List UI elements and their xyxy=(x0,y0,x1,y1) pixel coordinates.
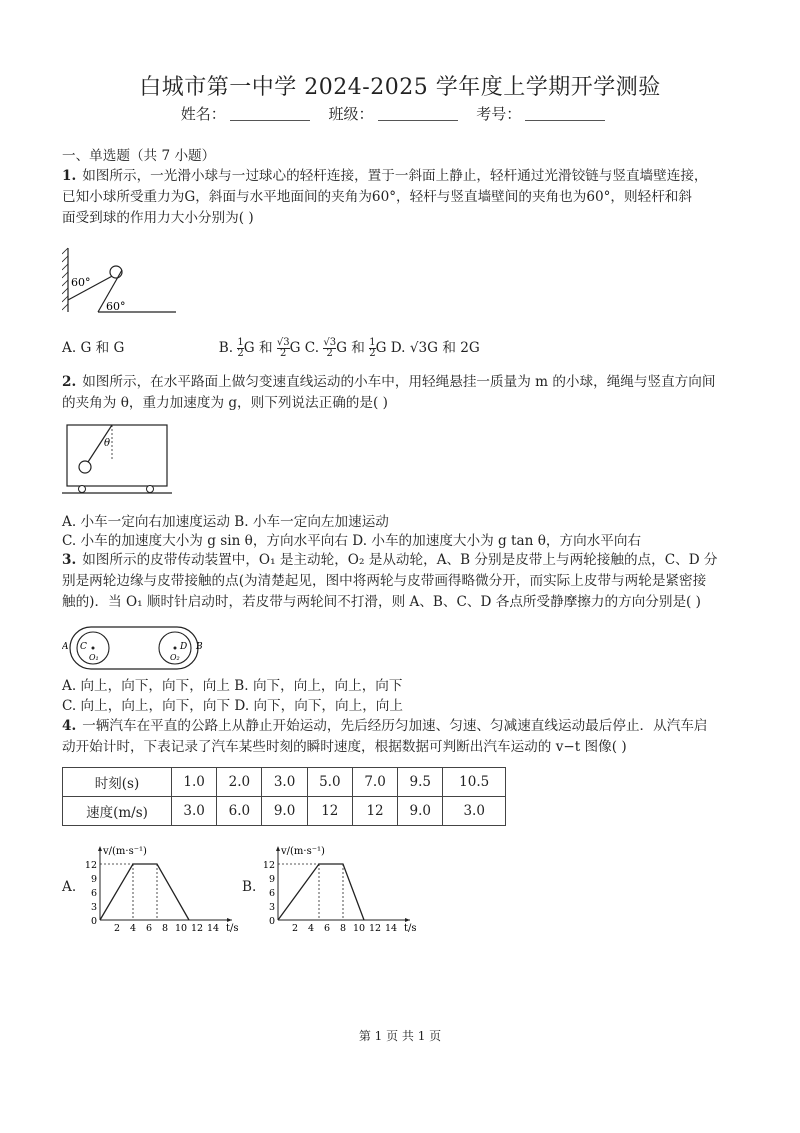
center-o1 xyxy=(92,647,95,650)
q3-text-3: 触的)．当 O₁ 顺时针启动时，若皮带与两轮间不打滑，则 A、B、C、D 各点所受静摩擦力的方向分别是( ) xyxy=(62,594,701,610)
y-tick: 3 xyxy=(268,902,275,913)
x-arrow-icon xyxy=(227,918,232,922)
c-end: G 和 xyxy=(336,340,365,356)
frac-sqrt3-half xyxy=(323,338,336,359)
y-axis-label: v/(m·s⁻¹) xyxy=(281,846,325,857)
q3-options-1[interactable]: A. 向上，向下，向下，向上 B. 向下，向上，向上，向下 xyxy=(62,678,403,694)
c-mid: G C. xyxy=(289,340,320,356)
name-label: 姓名： xyxy=(180,105,226,123)
q1-angle-label-1: 60° xyxy=(71,276,91,289)
frac-num: √3 xyxy=(276,337,290,348)
x-tick: 14 xyxy=(206,923,220,934)
x-tick: 14 xyxy=(384,923,398,934)
y-ticks xyxy=(85,860,97,927)
student-info-line xyxy=(0,103,800,124)
q1-options xyxy=(62,338,480,359)
graph-a-option-label[interactable]: A. xyxy=(62,879,77,895)
label-a: A xyxy=(62,642,69,652)
q2-figure xyxy=(62,422,172,498)
x-tick: 4 xyxy=(129,923,137,934)
q4-line: 一辆汽车在平直的公路上从静止开始运动，先后经历匀加速、匀速、匀减速直线运动最后停止．从汽车启 xyxy=(82,718,708,734)
table-cell: 5.0 xyxy=(307,768,352,797)
y-axis-label: v/(m·s⁻¹) xyxy=(103,846,147,857)
q1-option-b[interactable] xyxy=(218,337,324,359)
x-arrow-icon xyxy=(405,918,410,922)
q1-text-3: 面受到球的作用力大小分别为( ) xyxy=(62,210,254,226)
x-tick: 8 xyxy=(161,923,169,934)
class-label: 班级： xyxy=(328,105,374,123)
y-tick: 9 xyxy=(268,874,275,885)
x-tick: 4 xyxy=(307,923,315,934)
q2-options-1[interactable]: A. 小车一定向右加速度运动 B. 小车一定向左加速运动 xyxy=(62,514,389,530)
q3-figure xyxy=(62,624,212,672)
label-o2: O₂ xyxy=(170,653,180,662)
table-cell: 10.5 xyxy=(443,768,506,797)
class-field[interactable] xyxy=(378,106,458,121)
q4-text-2: 动开始计时，下表记录了汽车某些时刻的瞬时速度，根据数据可判断出汽车运动的 v−t 图像( ) xyxy=(62,739,627,755)
q1-line: 如图所示，一光滑小球与一过球心的轻杆连接，置于一斜面上静止，轻杆通过光滑铰链与竖直墙壁连接， xyxy=(82,168,708,184)
x-tick: 6 xyxy=(145,923,153,934)
wheel-right xyxy=(147,486,154,493)
table-cell: 9.0 xyxy=(262,797,307,826)
q4-number: 4. xyxy=(62,718,77,734)
table-cell: 3.0 xyxy=(172,797,217,826)
x-tick: 2 xyxy=(113,923,121,934)
y-tick: 0 xyxy=(90,916,97,927)
y-tick: 6 xyxy=(268,888,275,899)
frac-num: 1 xyxy=(369,337,376,348)
q2-text-2: 的夹角为 θ，重力加速度为 g，则下列说法正确的是( ) xyxy=(62,395,388,411)
table-header-cell: 时刻(s) xyxy=(63,768,172,797)
vt-curve-a xyxy=(100,864,189,920)
table-row xyxy=(63,797,506,826)
x-tick: 10 xyxy=(174,923,188,934)
q1-text-2: 已知小球所受重力为G，斜面与水平地面间的夹角为60°，轻杆与竖直墙壁间的夹角也为60°，则轻杆和斜 xyxy=(62,189,692,205)
x-ticks xyxy=(114,923,219,934)
q3-text-1 xyxy=(62,550,718,571)
table-header-cell: 速度(m/s) xyxy=(63,797,172,826)
table-cell: 12 xyxy=(307,797,352,826)
q1-option-a[interactable]: A. G 和 G xyxy=(62,340,125,356)
table-cell: 2.0 xyxy=(217,768,262,797)
center-o2 xyxy=(174,647,177,650)
y-tick: 12 xyxy=(262,860,275,871)
x-tick: 12 xyxy=(368,923,382,934)
q2-line: 如图所示，在水平路面上做匀变速直线运动的小车中，用轻绳悬挂一质量为 m 的小球，绳绳与竖直方向间 xyxy=(82,374,716,390)
table-cell: 3.0 xyxy=(443,797,506,826)
frac-den: 2 xyxy=(277,348,290,359)
x-tick: 2 xyxy=(291,923,299,934)
table-cell: 3.0 xyxy=(262,768,307,797)
section-heading: 一、单选题（共 7 小题） xyxy=(62,148,216,164)
id-label: 考号： xyxy=(476,105,522,123)
x-ticks xyxy=(292,923,397,934)
b-mid: G 和 xyxy=(243,340,273,356)
table-row xyxy=(63,768,506,797)
y-tick: 9 xyxy=(90,874,97,885)
table-cell: 12 xyxy=(352,797,397,826)
frac-den: 2 xyxy=(369,348,376,359)
graph-a xyxy=(82,842,242,934)
cart-body xyxy=(67,425,167,486)
label-d: D xyxy=(180,642,188,652)
x-axis-label: t/s xyxy=(404,923,417,934)
theta-label: θ xyxy=(104,438,111,449)
b-prefix: B. xyxy=(218,340,234,356)
q3-number: 3. xyxy=(62,552,77,568)
d-mid: G D. xyxy=(375,340,406,356)
q1-figure xyxy=(62,244,182,316)
hanging-ball xyxy=(79,461,91,473)
q1-text-1 xyxy=(62,166,708,187)
q3-options-2[interactable]: C. 向上，向上，向下，向下 D. 向下，向下，向上，向上 xyxy=(62,698,403,714)
x-tick: 10 xyxy=(352,923,366,934)
frac-den: 2 xyxy=(237,348,244,359)
table-cell: 7.0 xyxy=(352,768,397,797)
q2-options-2[interactable]: C. 小车的加速度大小为 g sin θ，方向水平向右 D. 小车的加速度大小为 g tan θ，方向水平向右 xyxy=(62,533,642,549)
y-tick: 3 xyxy=(90,902,97,913)
q1-number: 1. xyxy=(62,168,77,184)
id-field[interactable] xyxy=(525,106,605,121)
x-tick: 12 xyxy=(190,923,204,934)
wheel-left xyxy=(79,486,86,493)
q1-angle-label-2: 60° xyxy=(106,300,126,313)
y-arrow-icon xyxy=(276,846,280,851)
q3-line: 如图所示的皮带传动装置中，O₁ 是主动轮，O₂ 是从动轮，A、B 分别是皮带上与两轮接触的点，C、D 分 xyxy=(82,552,718,568)
label-c: C xyxy=(80,642,87,652)
guide-lines xyxy=(278,864,343,920)
x-axis-label: t/s xyxy=(226,923,239,934)
wall-hatch xyxy=(62,248,68,310)
frac-num: √3 xyxy=(323,337,337,348)
graph-b xyxy=(260,842,420,934)
y-tick: 6 xyxy=(90,888,97,899)
frac-sqrt3-half xyxy=(277,338,290,359)
x-tick: 6 xyxy=(323,923,331,934)
graph-b-option-label[interactable]: B. xyxy=(242,879,257,895)
q1-option-d[interactable]: √3G 和 2G xyxy=(409,340,480,356)
y-tick: 12 xyxy=(84,860,97,871)
q4-data-table xyxy=(62,767,506,826)
frac-den: 2 xyxy=(323,348,336,359)
frac-num: 1 xyxy=(237,337,244,348)
table-cell: 9.0 xyxy=(398,797,443,826)
belt-outline xyxy=(70,627,198,669)
y-tick: 0 xyxy=(268,916,275,927)
q2-text-1 xyxy=(62,372,715,393)
y-ticks xyxy=(263,860,275,927)
page-footer: 第 1 页 共 1 页 xyxy=(358,1029,442,1043)
name-field[interactable] xyxy=(230,106,310,121)
page-title: 白城市第一中学 2024-2025 学年度上学期开学测验 xyxy=(139,75,661,100)
q1-option-c[interactable] xyxy=(323,337,409,359)
q4-text-1 xyxy=(62,716,708,737)
label-o1: O₁ xyxy=(89,653,99,662)
table-cell: 1.0 xyxy=(172,768,217,797)
label-b: B xyxy=(196,642,203,652)
q2-number: 2. xyxy=(62,374,77,390)
q3-text-2: 别是两轮边缘与皮带接触的点(为清楚起见，图中将两轮与皮带画得略微分开，而实际上皮带与两轮是紧密接 xyxy=(62,573,707,589)
vt-curve-b xyxy=(278,864,364,920)
y-arrow-icon xyxy=(98,846,102,851)
table-cell: 6.0 xyxy=(217,797,262,826)
x-tick: 8 xyxy=(339,923,347,934)
table-cell: 9.5 xyxy=(398,768,443,797)
